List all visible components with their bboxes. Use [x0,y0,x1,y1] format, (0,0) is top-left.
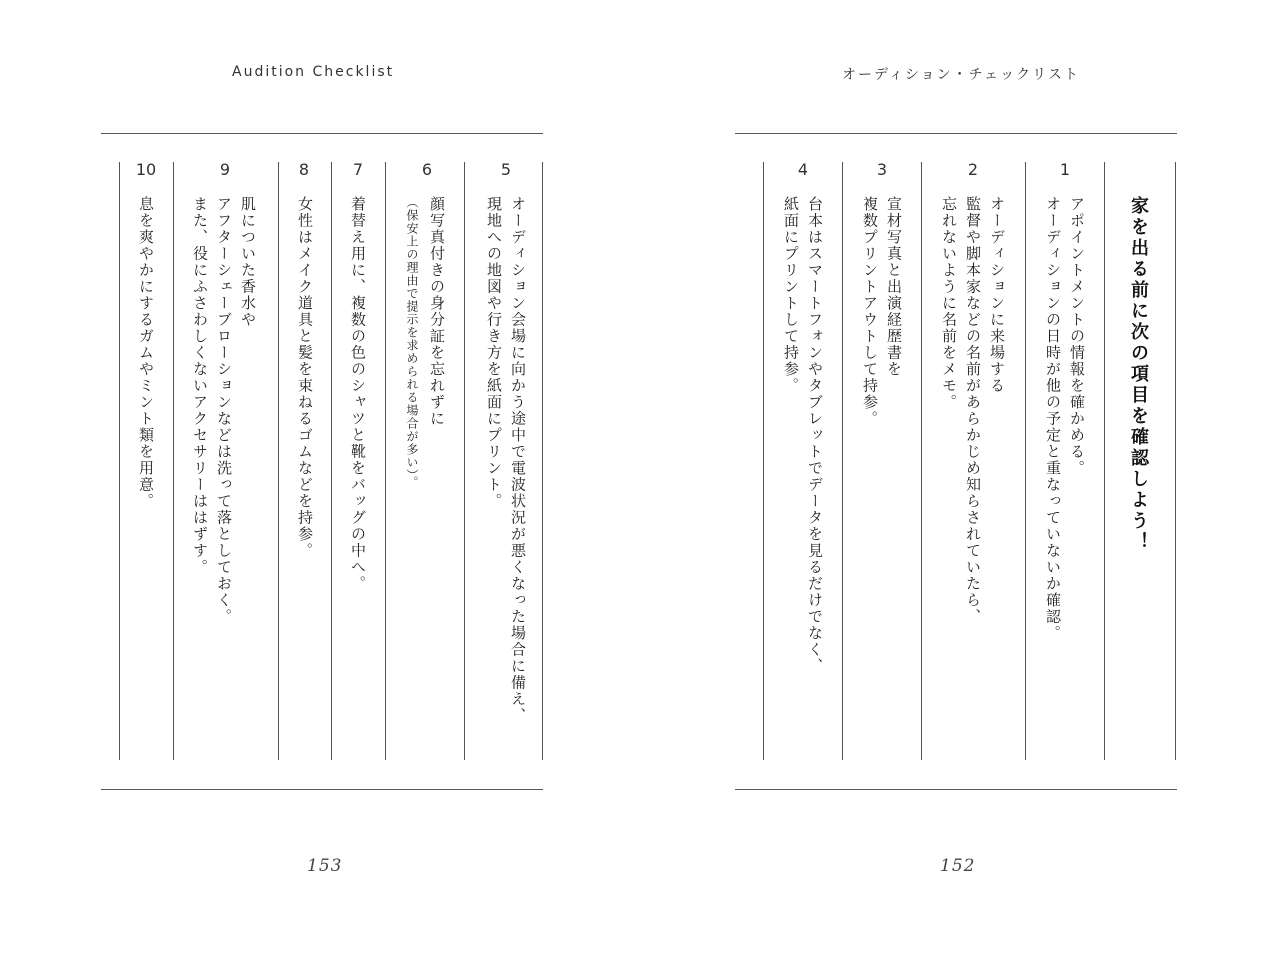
right-page-number: 152 [940,856,976,876]
right-column-divider [921,162,922,760]
item-text-5: オーディション会場に向かう途中で電波状況が悪くなった場合に備え、 現地への地図や行き方を紙面にプリント。 [485,196,527,724]
right-column-divider [842,162,843,760]
item-text-4: 台本はスマートフォンやタブレットでデータを見るだけでなく、 紙面にプリントして持参。 [782,196,824,675]
checklist-title: 家を出る前に次の項目を確認しよう！ [1128,196,1149,553]
right-bottom-rule [735,789,1177,790]
left-column-divider [385,162,386,760]
left-column-divider [173,162,174,760]
item-number-2: 2 [967,160,979,179]
item-number-5: 5 [500,160,512,179]
left-column-divider [331,162,332,760]
item-text-7: 着替え用に、複数の色のシャツと靴をバッグの中へ。 [349,196,367,592]
item-text-2: オーディションに来場する 監督や脚本家などの名前があらかじめ知らされていたら、 忘れないように名前をメモ。 [940,196,1006,625]
item-text-10: 息を爽やかにするガムやミント類を用意。 [137,196,155,510]
left-column-divider [278,162,279,760]
right-column-divider [1175,162,1176,760]
left-page-number: 153 [307,856,343,876]
left-column-divider [542,162,543,760]
right-column-divider [763,162,764,760]
right-top-rule [735,133,1177,134]
item-text-6: 顔写真付きの身分証を忘れずに [428,196,446,427]
item-text-1: アポイントメントの情報を確かめる。 オーディションの日時が他の予定と重なっていないか確認。 [1044,196,1086,642]
item-number-1: 1 [1059,160,1071,179]
left-top-rule [101,133,543,134]
item-text-8: 女性はメイク道具と髪を束ねるゴムなどを持参。 [296,196,314,559]
item-number-9: 9 [219,160,231,179]
item-number-10: 10 [135,160,157,179]
item-number-8: 8 [298,160,310,179]
right-column-divider [1104,162,1105,760]
left-running-head: Audition Checklist [232,64,395,80]
item-number-3: 3 [876,160,888,179]
right-running-head: オーディション・チェックリスト [842,67,1080,83]
item-number-7: 7 [352,160,364,179]
item-text-9: 肌についた香水や アフターシェーブローションなどは洗って落としておく。 また、役にふさわしくないアクセサリーははずす。 [191,196,257,625]
left-column-divider [119,162,120,760]
left-column-divider [464,162,465,760]
right-column-divider [1025,162,1026,760]
item-text-3: 宣材写真と出演経歴書を 複数プリントアウトして持参。 [861,196,903,427]
item-number-6: 6 [421,160,433,179]
item-number-4: 4 [797,160,809,179]
item-note-6: （保安上の理由で提示を求められる場合が多い）。 [405,196,419,489]
left-bottom-rule [101,789,543,790]
